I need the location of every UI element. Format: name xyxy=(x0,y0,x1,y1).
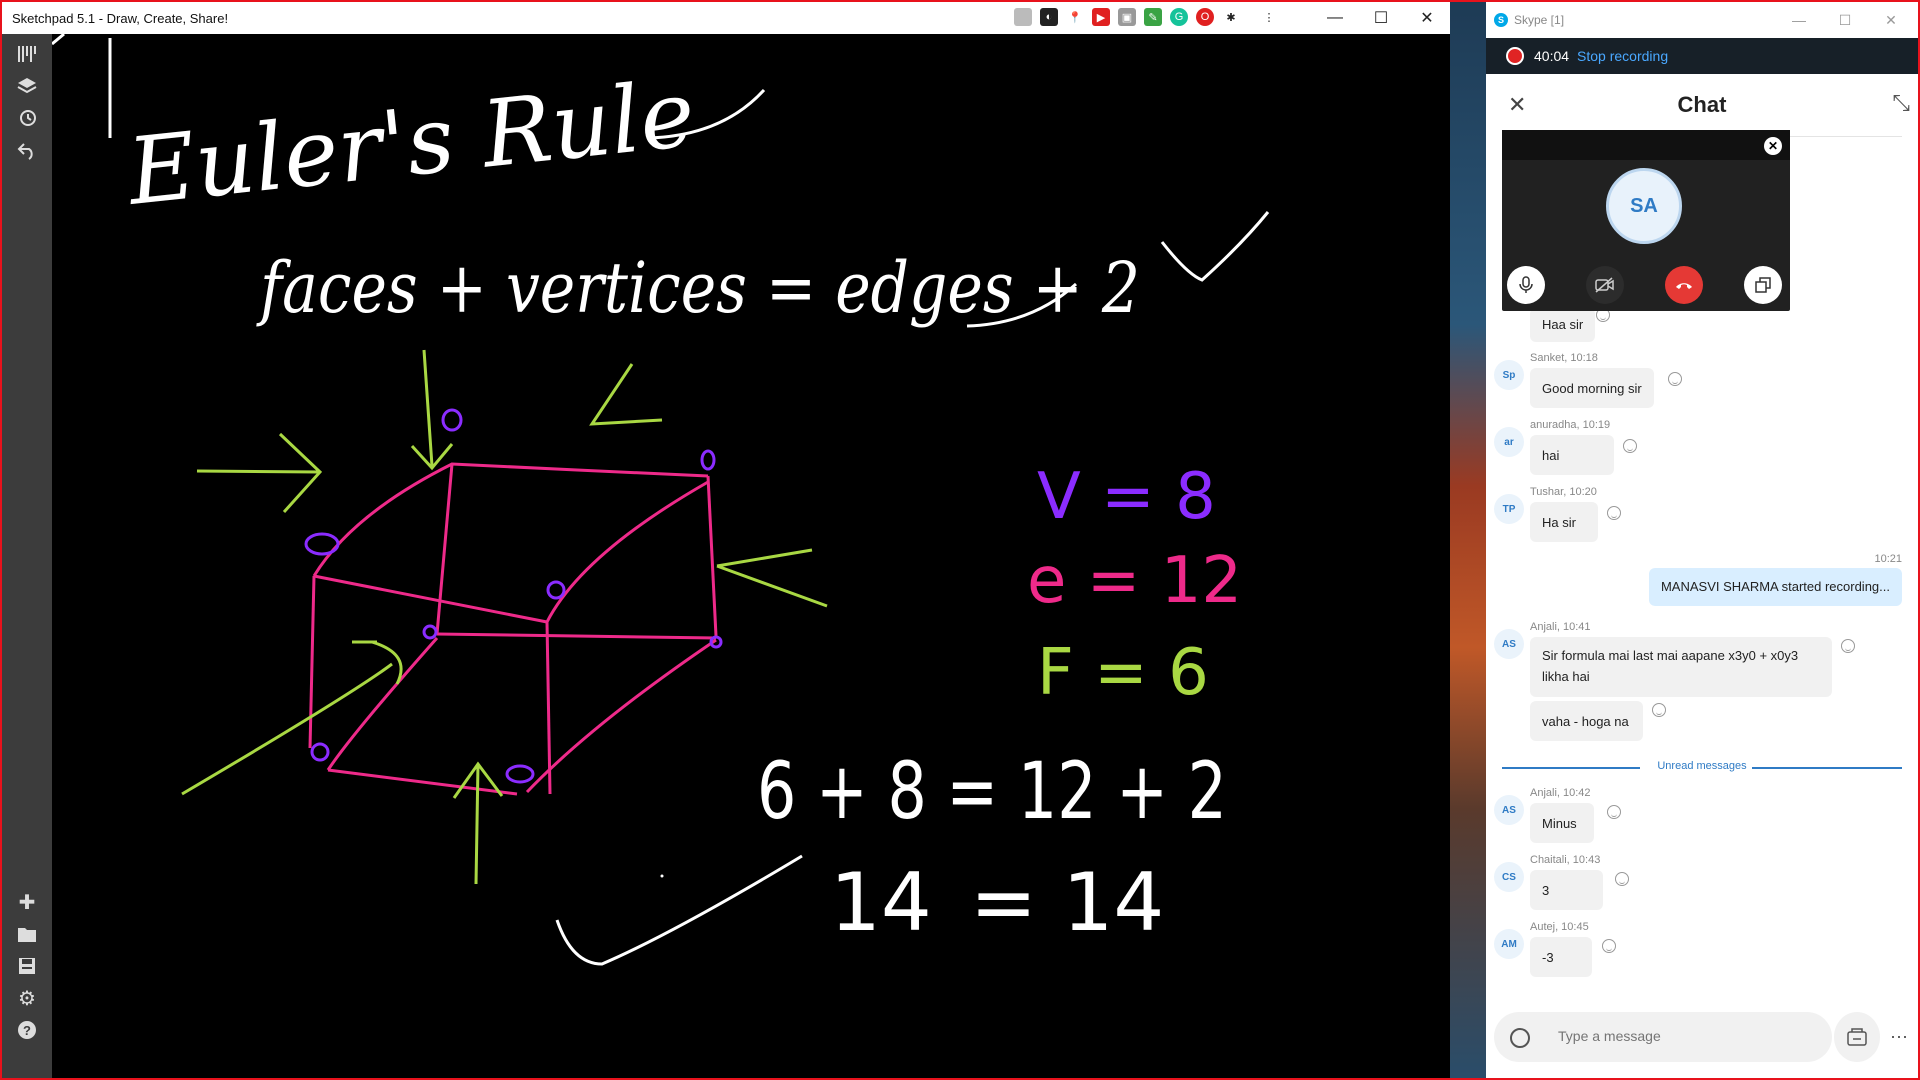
close-button[interactable]: ✕ xyxy=(1420,10,1434,27)
message-meta: Tushar, 10:20 xyxy=(1530,486,1597,498)
mic-button[interactable] xyxy=(1507,266,1545,304)
message-bubble: Haa sir xyxy=(1530,308,1595,342)
help-icon[interactable] xyxy=(13,1016,41,1044)
grammarly-icon[interactable]: G xyxy=(1170,8,1188,26)
skype-window xyxy=(1486,2,1918,1078)
skype-close-button[interactable]: ✕ xyxy=(1885,11,1897,28)
stop-recording-link[interactable]: Stop recording xyxy=(1577,48,1669,64)
react-emoji-icon[interactable] xyxy=(1607,805,1621,819)
screenshot-icon[interactable]: ▣ xyxy=(1118,8,1136,26)
desktop-background xyxy=(1450,2,1486,1078)
settings-icon[interactable]: ⚙ xyxy=(18,987,36,1010)
unread-label: Unread messages xyxy=(1657,760,1747,772)
react-emoji-icon[interactable] xyxy=(1652,703,1666,717)
hang-up-button[interactable] xyxy=(1665,266,1703,304)
react-emoji-icon[interactable] xyxy=(1615,872,1629,886)
avatar: AM xyxy=(1494,929,1524,959)
avatar: Sp xyxy=(1494,360,1524,390)
more-options-icon[interactable]: ⋯ xyxy=(1880,1012,1918,1062)
window-controls xyxy=(1312,2,1450,34)
f-label: F = 6 xyxy=(1037,636,1209,710)
skype-window-controls xyxy=(1776,2,1914,38)
react-emoji-icon[interactable] xyxy=(1841,639,1855,653)
avatar: ar xyxy=(1494,427,1524,457)
skype-title: Skype [1] xyxy=(1514,13,1565,27)
undo-icon[interactable] xyxy=(13,136,41,164)
dark-mode-icon[interactable]: ◐ xyxy=(1040,8,1058,26)
result-right-text: = 14 xyxy=(970,856,1165,949)
camera-off-icon xyxy=(1595,277,1615,293)
formula-text: faces + vertices = edges + 2 xyxy=(255,247,1141,329)
call-avatar: SA xyxy=(1606,168,1682,244)
message-bubble: Minus xyxy=(1530,803,1594,843)
face-arrows xyxy=(182,350,827,884)
media-button[interactable] xyxy=(1834,1012,1880,1062)
skype-maximize-button[interactable]: ☐ xyxy=(1838,11,1852,28)
unread-line xyxy=(1752,767,1902,769)
message-bubble: Ha sir xyxy=(1530,502,1598,542)
skype-titlebar xyxy=(1486,2,1918,38)
message-bubble: 3 xyxy=(1530,870,1603,910)
own-message-bubble: MANASVI SHARMA started recording... xyxy=(1649,568,1902,606)
message-bubble: vaha - hoga na xyxy=(1530,701,1643,741)
cube-drawing xyxy=(310,464,716,794)
drawing-canvas[interactable] xyxy=(52,34,1450,1078)
puzzle-icon[interactable]: ✱ xyxy=(1222,8,1240,26)
message-composer xyxy=(1494,1012,1832,1062)
heading-text: Euler's Rule xyxy=(123,60,700,226)
message-meta: anuradha, 10:19 xyxy=(1530,419,1611,431)
extension-bar xyxy=(1014,8,1278,26)
react-emoji-icon[interactable] xyxy=(1668,372,1682,386)
message-meta: Chaitali, 10:43 xyxy=(1530,854,1601,866)
message-bubble: Sir formula mai last mai aapane x3y0 + x0y3 likha hai xyxy=(1530,637,1832,697)
message-meta: Autej, 10:45 xyxy=(1530,921,1589,933)
close-chat-icon[interactable]: ✕ xyxy=(1508,92,1527,117)
v-label: V = 8 xyxy=(1037,460,1216,534)
opera-icon[interactable]: O xyxy=(1196,8,1214,26)
message-meta: Anjali, 10:41 xyxy=(1530,621,1591,633)
result-left-text: 14 xyxy=(830,856,932,949)
media-icon xyxy=(1847,1028,1867,1046)
youtube-icon[interactable]: ▶ xyxy=(1092,8,1110,26)
minimize-button[interactable]: — xyxy=(1327,9,1343,26)
pen-icon[interactable]: ✎ xyxy=(1144,8,1162,26)
skype-minimize-button[interactable]: — xyxy=(1792,12,1806,28)
skype-logo-icon: S xyxy=(1494,13,1508,27)
pin-icon[interactable]: 📍 xyxy=(1066,8,1084,26)
e-label: e = 12 xyxy=(1027,544,1243,618)
unread-separator xyxy=(1502,760,1902,774)
microphone-icon xyxy=(1518,276,1534,294)
history-icon[interactable] xyxy=(13,104,41,132)
avatar: AS xyxy=(1494,795,1524,825)
message-bubble: -3 xyxy=(1530,937,1592,977)
react-emoji-icon[interactable] xyxy=(1602,939,1616,953)
extension-icon[interactable] xyxy=(1014,8,1032,26)
avatar: AS xyxy=(1494,629,1524,659)
avatar: TP xyxy=(1494,494,1524,524)
save-icon[interactable] xyxy=(13,952,41,980)
recording-time: 40:04 xyxy=(1534,48,1570,64)
recording-icon xyxy=(1506,47,1524,65)
folder-icon[interactable] xyxy=(13,920,41,948)
react-emoji-icon[interactable] xyxy=(1623,439,1637,453)
close-call-preview-icon[interactable]: ✕ xyxy=(1764,137,1782,155)
brush-tool-icon[interactable] xyxy=(13,40,41,68)
sketchpad-titlebar xyxy=(2,2,1450,34)
react-emoji-icon[interactable] xyxy=(1607,506,1621,520)
recording-bar xyxy=(1486,38,1918,74)
menu-icon[interactable]: ⋮ xyxy=(1260,8,1278,26)
sketchpad-toolbar xyxy=(2,34,52,1078)
message-bubble: hai xyxy=(1530,435,1614,475)
call-preview xyxy=(1502,130,1790,311)
message-meta: Anjali, 10:42 xyxy=(1530,787,1591,799)
message-bubble: Good morning sir xyxy=(1530,368,1654,408)
popout-button[interactable] xyxy=(1744,266,1782,304)
layers-icon[interactable] xyxy=(13,72,41,100)
avatar: CS xyxy=(1494,862,1524,892)
camera-button[interactable] xyxy=(1586,266,1624,304)
sum-line-text: 6 + 8 = 12 + 2 xyxy=(757,747,1227,837)
expand-icon[interactable]: ⤡ xyxy=(1892,90,1910,115)
emoji-icon[interactable] xyxy=(1510,1028,1530,1048)
chat-title: Chat xyxy=(1677,92,1727,117)
chat-header xyxy=(1486,74,1918,136)
maximize-button[interactable]: ☐ xyxy=(1373,10,1389,27)
popout-icon xyxy=(1755,277,1771,293)
own-message-time: 10:21 xyxy=(1874,553,1902,565)
svg-text:?: ? xyxy=(23,1023,31,1038)
call-preview-header xyxy=(1502,130,1790,160)
hang-up-icon xyxy=(1674,280,1694,290)
add-icon[interactable]: ✚ xyxy=(18,891,36,914)
message-input[interactable] xyxy=(1556,1027,1800,1045)
message-meta: Sanket, 10:18 xyxy=(1530,352,1598,364)
window-title: Sketchpad 5.1 - Draw, Create, Share! xyxy=(12,10,229,26)
